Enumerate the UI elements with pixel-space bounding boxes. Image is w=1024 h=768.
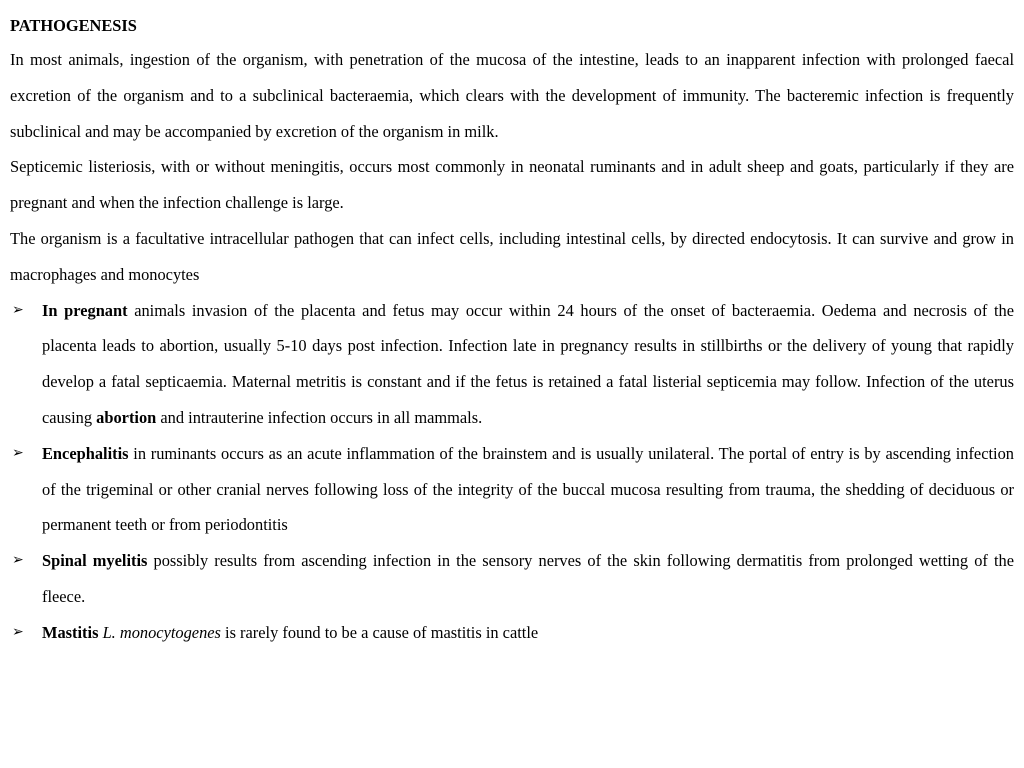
arrowhead-bullet-icon: ➢	[12, 623, 24, 640]
bullet-lead: In pregnant	[42, 300, 128, 320]
bullet-lead: Encephalitis	[42, 443, 129, 463]
section-title: PATHOGENESIS	[10, 16, 137, 35]
paragraph-intracellular: The organism is a facultative intracellular pathogen that can infect cells, including intestinal cells, by directed endocytosis. It can survive and grow in macrophages and monocytes	[10, 228, 1014, 284]
bullet-text-end: and intrauterine infection occurs in all mammals.	[156, 407, 483, 427]
arrowhead-bullet-icon: ➢	[12, 552, 24, 569]
arrowhead-bullet-icon: ➢	[12, 301, 24, 318]
paragraph-ingestion: In most animals, ingestion of the organism, with penetration of the mucosa of the intestine, leads to an inapparent infection with prolonged faecal excretion of the organism and to a subclinical bacteraemia, which clears with the development of immunity. The bacteremic infection is frequently subclinical and may be accompanied by excretion of the organism in milk.	[10, 50, 1014, 141]
paragraph-septicemic: Septicemic listeriosis, with or without meningitis, occurs most commonly in neonatal ruminants and in adult sheep and goats, particularly if they are pregnant and when the infection challenge is large.	[10, 157, 1014, 213]
bullet-text: in ruminants occurs as an acute inflammation of the brainstem and is usually unilateral. The portal of entry is by ascending infection of the trigeminal or other cranial nerves following loss of the integrity of the buccal mucosa resulting from trauma, the shedding of deciduous or permanent teeth or from periodontitis	[42, 443, 1014, 535]
arrowhead-bullet-icon: ➢	[12, 444, 24, 461]
bullet-lead: Mastitis	[42, 622, 99, 642]
bullet-item-pregnant	[10, 293, 1014, 436]
bullet-text: possibly results from ascending infection in the sensory nerves of the skin following dermatitis from prolonged wetting of the fleece.	[42, 551, 1014, 606]
bullet-text: is rarely found to be a cause of mastitis in cattle	[220, 622, 539, 642]
bullet-item-spinal-myelitis	[10, 543, 1014, 615]
bullet-lead: Spinal myelitis	[42, 551, 148, 571]
bullet-item-mastitis	[10, 615, 1014, 651]
organism-name: L. monocytogenes	[102, 622, 221, 642]
bullet-text: animals invasion of the placenta and fetus may occur within 24 hours of the onset of bacteraemia. Oedema and necrosis of the placenta leads to abortion, usually 5-10 days post infection. Infection late in pregnancy results in stillbirths or the delivery of young that rapidly develop a fatal septicaemia. Maternal metritis is constant and if the fetus is retained a fatal listerial septicemia may follow. Infection of the uterus causing	[42, 300, 1014, 427]
document-page	[10, 10, 1014, 651]
bullet-item-encephalitis	[10, 436, 1014, 543]
bullet-list	[10, 293, 1014, 651]
bullet-emphasis: abortion	[96, 407, 157, 427]
